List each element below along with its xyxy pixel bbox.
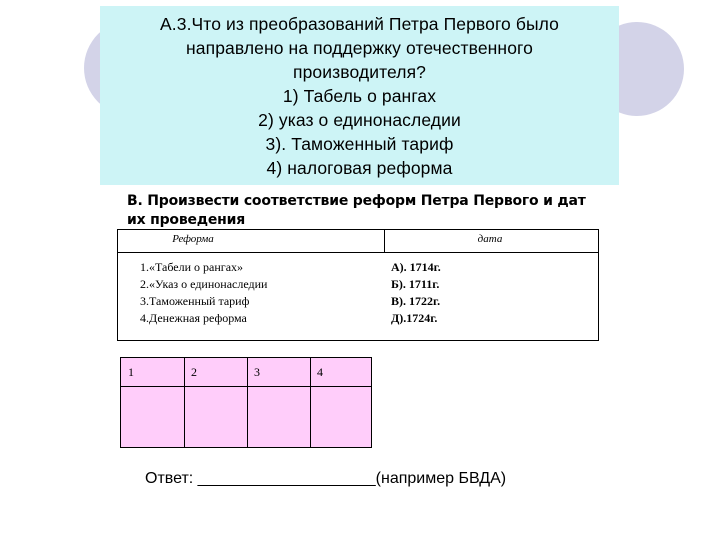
date-column-header: дата <box>477 233 503 245</box>
grid-divider <box>310 358 311 447</box>
grid-divider <box>121 386 371 387</box>
reforms-list <box>140 259 267 327</box>
table-column-divider <box>384 230 385 253</box>
answer-grid <box>120 357 372 448</box>
date-item: Д).1724г. <box>391 311 438 325</box>
grid-divider <box>247 358 248 447</box>
date-item: А). 1714г. <box>391 260 441 274</box>
date-item: Б). 1711г. <box>391 277 440 291</box>
grid-cell-number: 3 <box>254 365 260 379</box>
grid-cell-number: 2 <box>191 365 197 379</box>
reform-item: 3.Таможенный тариф <box>140 294 250 308</box>
answer-option-2: 2) указ о единонаследии <box>258 110 461 130</box>
date-item: В). 1722г. <box>391 294 441 308</box>
question-a3-text <box>100 12 619 180</box>
reform-item: 1.«Табели о рангах» <box>140 260 244 274</box>
grid-divider <box>184 358 185 447</box>
question-line: А.3.Что из преобразований Петра Первого было <box>160 14 559 34</box>
reform-item: 2.«Указ о единонаследии <box>140 277 268 291</box>
table-header-divider <box>118 252 598 253</box>
reform-item: 4.Денежная реформа <box>140 311 247 325</box>
answer-option-1: 1) Табель о рангах <box>282 86 437 106</box>
reform-column-header: Реформа <box>172 233 214 245</box>
question-line: направлено на поддержку отечественного <box>186 38 533 58</box>
grid-cell-number: 1 <box>128 365 134 379</box>
answer-prompt: Ответ: ____________________(например БВДА) <box>145 470 507 487</box>
dates-list <box>391 259 441 327</box>
task-b-heading: В. Произвести соответствие реформ Петра Первого и дат их проведения <box>127 193 586 228</box>
grid-cell-number: 4 <box>317 365 323 379</box>
question-line: производителя? <box>293 62 426 82</box>
answer-option-4: 4) налоговая реформа <box>266 158 453 178</box>
answer-option-3: 3). Таможенный тариф <box>265 134 454 154</box>
